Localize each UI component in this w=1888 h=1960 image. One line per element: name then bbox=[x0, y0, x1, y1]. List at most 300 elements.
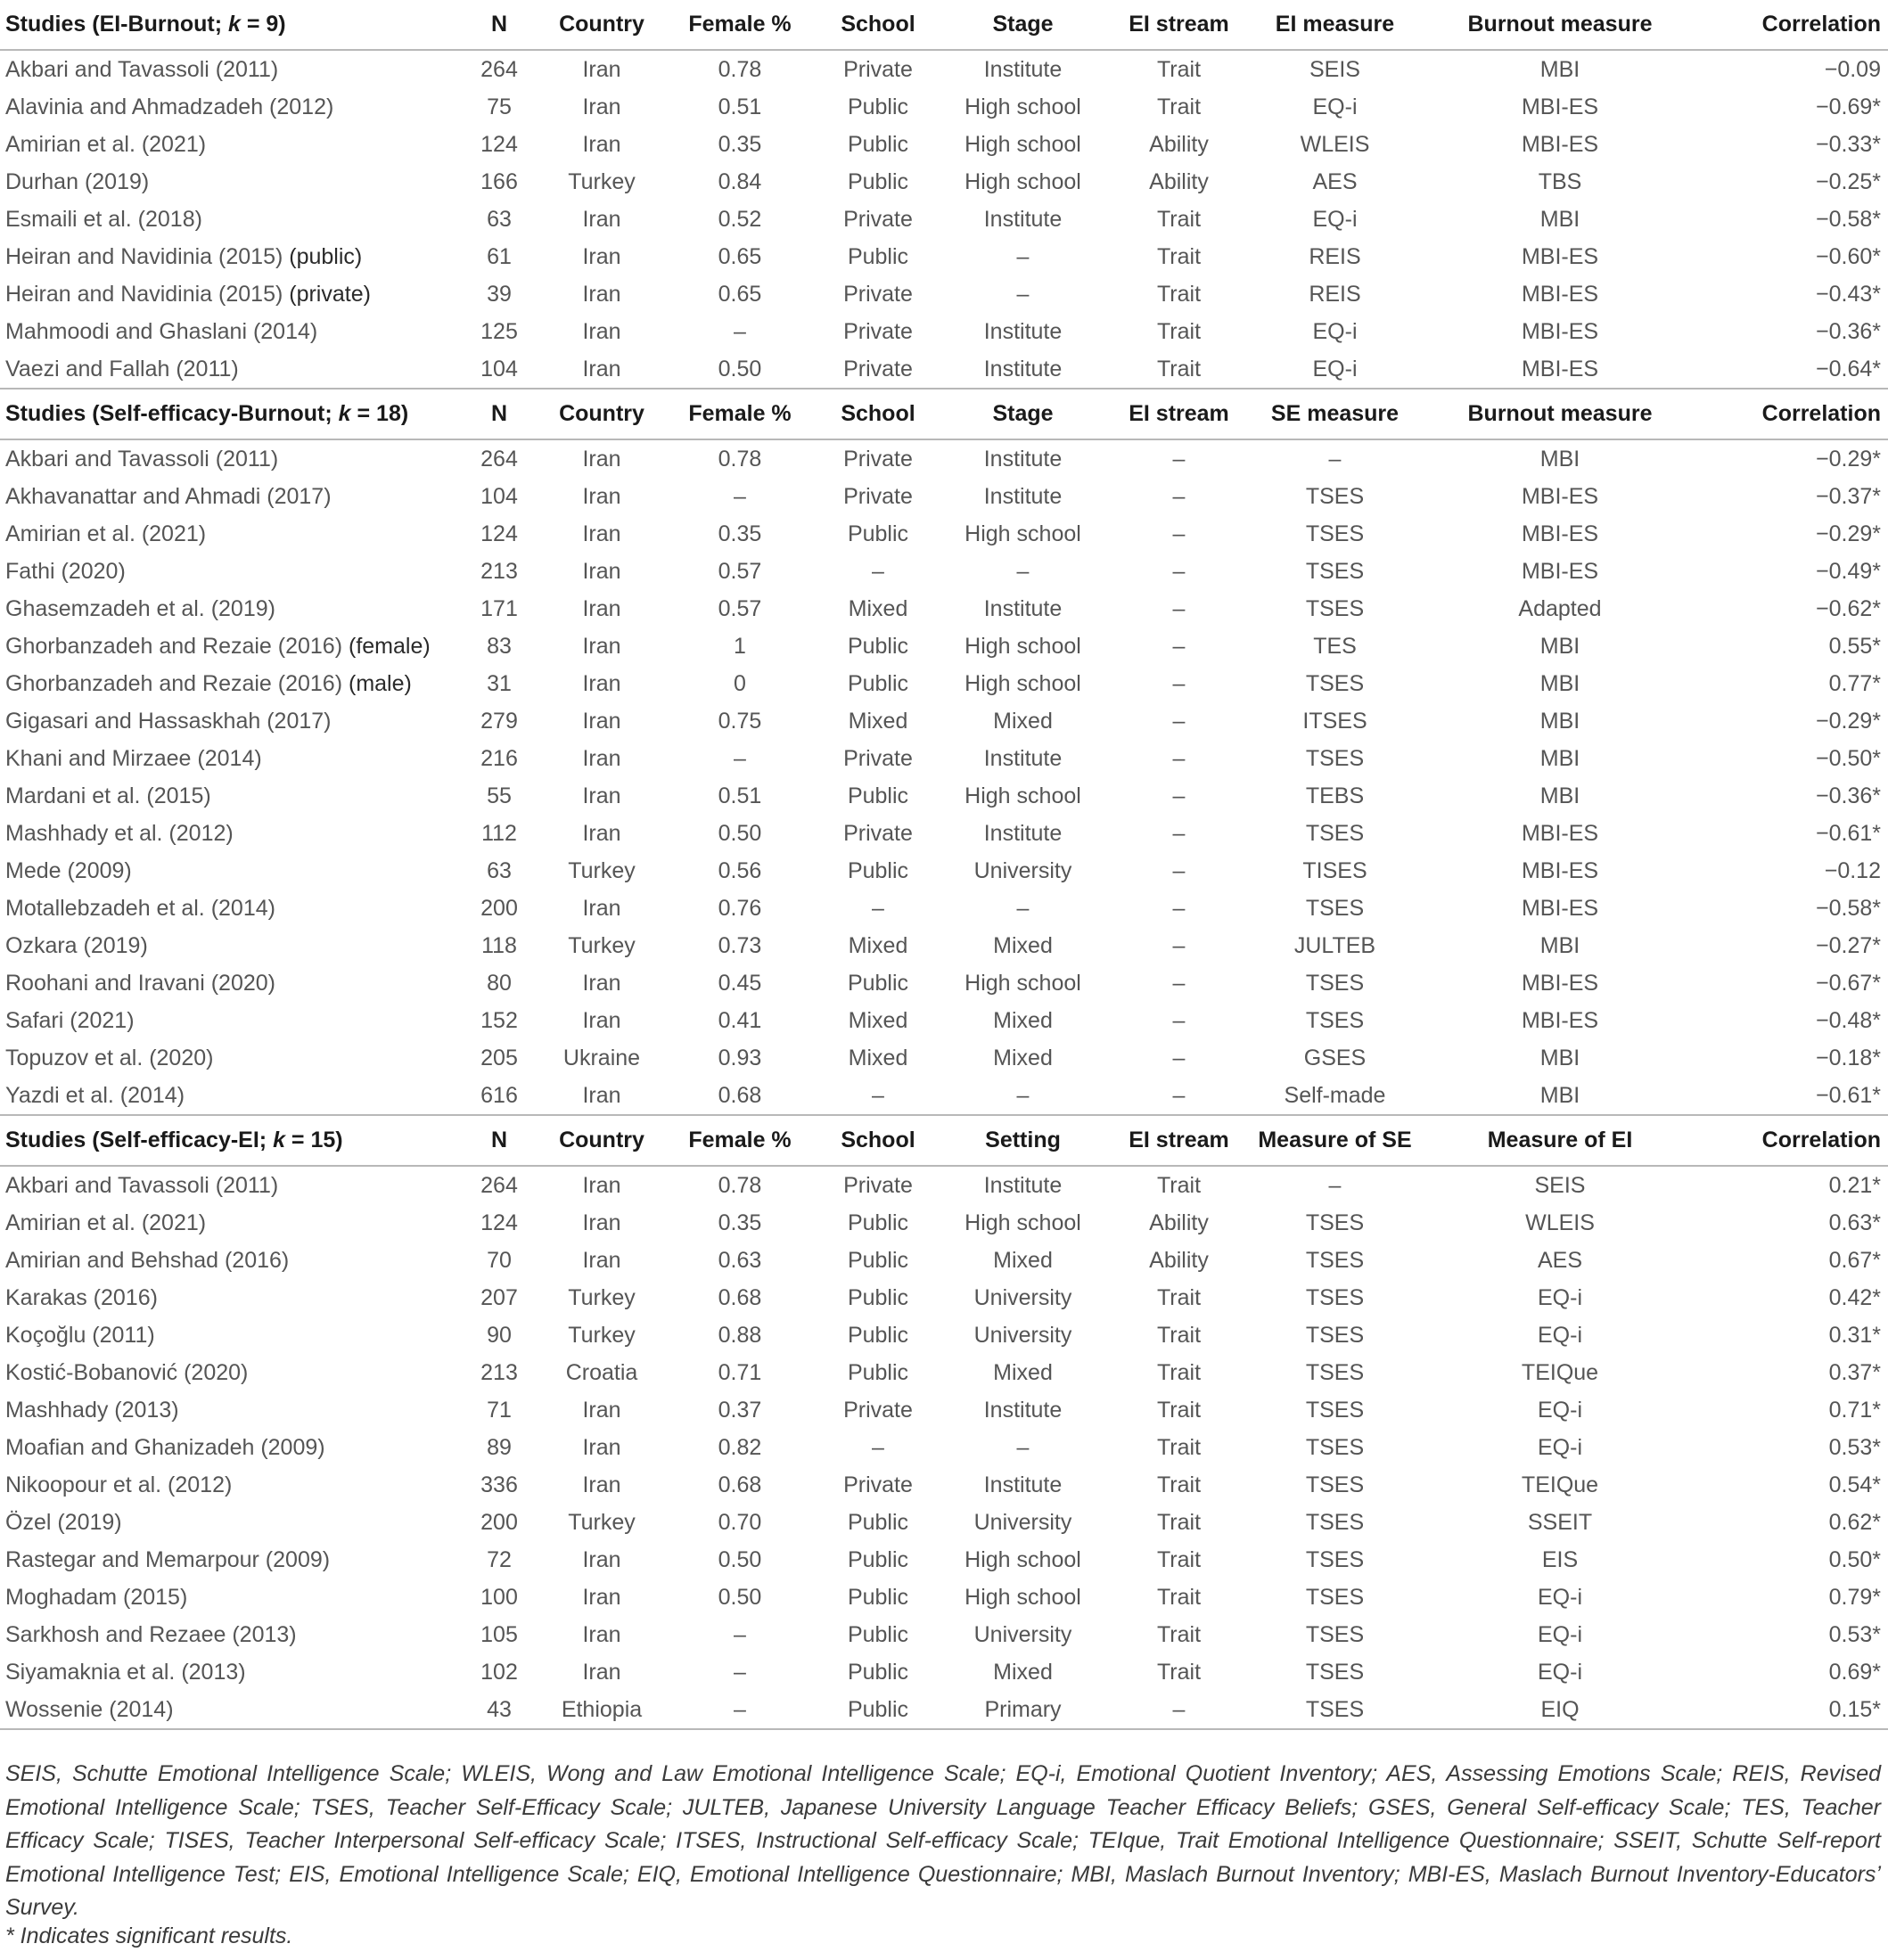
table-row bbox=[0, 553, 1888, 590]
cell-country: Iran bbox=[582, 1007, 621, 1033]
cell-measure-a: TSES bbox=[1305, 1210, 1365, 1235]
cell-country: Iran bbox=[582, 1397, 621, 1423]
cell-female-pct: 0.68 bbox=[718, 1284, 762, 1310]
table-row bbox=[0, 126, 1888, 163]
section-header-row bbox=[0, 0, 1888, 50]
study-name: Amirian et al. (2021) bbox=[5, 1210, 207, 1235]
cell-n: 80 bbox=[487, 970, 512, 996]
study-subgroup: (public) bbox=[283, 243, 363, 269]
study-name: Moghadam (2015) bbox=[5, 1584, 188, 1610]
cell-n: 171 bbox=[480, 595, 518, 621]
cell-country: Iran bbox=[582, 558, 621, 584]
cell-n: 125 bbox=[480, 318, 518, 344]
study-name: Roohani and Iravani (2020) bbox=[5, 970, 275, 996]
cell-n: 70 bbox=[487, 1247, 512, 1273]
cell-country: Iran bbox=[582, 483, 621, 509]
study-cell bbox=[0, 1653, 464, 1691]
cell-female-pct: 0 bbox=[734, 670, 746, 696]
column-header-country: Country bbox=[559, 12, 644, 37]
column-header-female-pct: Female % bbox=[688, 12, 792, 37]
table-row bbox=[0, 1204, 1888, 1242]
section-title-k: k bbox=[227, 12, 241, 37]
column-header-ei-stream: EI stream bbox=[1129, 12, 1229, 37]
cell-measure-b: EQ-i bbox=[1538, 1584, 1582, 1610]
cell-country: Iran bbox=[582, 281, 621, 307]
cell-correlation: −0.62* bbox=[1816, 595, 1881, 621]
cell-correlation: −0.50* bbox=[1816, 745, 1881, 771]
cell-school: – bbox=[872, 558, 884, 584]
cell-n: 616 bbox=[480, 1082, 518, 1108]
cell-n: 105 bbox=[480, 1621, 518, 1647]
cell-correlation: −0.60* bbox=[1816, 243, 1881, 269]
cell-correlation: −0.48* bbox=[1816, 1007, 1881, 1033]
table-row bbox=[0, 238, 1888, 275]
cell-female-pct: 0.78 bbox=[718, 56, 762, 82]
column-header-female-pct: Female % bbox=[688, 1128, 792, 1152]
column-header-ei-stream: EI stream bbox=[1129, 1128, 1229, 1152]
column-header-correlation: Correlation bbox=[1761, 401, 1881, 426]
cell-measure-a: TSES bbox=[1305, 1659, 1365, 1685]
cell-ei-stream: – bbox=[1172, 932, 1186, 958]
cell-correlation: −0.12 bbox=[1824, 857, 1881, 883]
column-header-female-pct: Female % bbox=[688, 401, 792, 426]
cell-measure-b: EIQ bbox=[1413, 1691, 1707, 1729]
cell-school: Public bbox=[847, 1284, 909, 1310]
cell-stage: High school bbox=[965, 168, 1081, 194]
cell-ei-stream: Trait bbox=[1156, 243, 1202, 269]
cell-correlation: 0.79* bbox=[1828, 1584, 1881, 1610]
cell-country: Iran bbox=[582, 820, 621, 846]
cell-measure-b: TBS bbox=[1538, 168, 1582, 194]
table-row bbox=[0, 627, 1888, 665]
cell-school: Mixed bbox=[848, 708, 908, 734]
cell-measure-a: TSES bbox=[1305, 1472, 1365, 1497]
cell-ei-stream: Ability bbox=[1149, 1210, 1209, 1235]
cell-ei-stream: – bbox=[1172, 783, 1186, 808]
cell-school: Public bbox=[847, 521, 909, 546]
cell-measure-b: SEIS bbox=[1534, 1172, 1586, 1198]
cell-measure-b: MBI bbox=[1539, 745, 1580, 771]
cell-country: Iran bbox=[582, 131, 621, 157]
study-cell bbox=[0, 1039, 464, 1077]
cell-correlation: −0.36* bbox=[1816, 783, 1881, 808]
study-name: Mede (2009) bbox=[5, 857, 132, 883]
study-cell bbox=[0, 313, 464, 350]
cell-measure-b: MBI-ES bbox=[1521, 318, 1599, 344]
cell-measure-b: MBI-ES bbox=[1521, 131, 1599, 157]
section-title bbox=[0, 0, 464, 50]
table-row bbox=[0, 1579, 1888, 1616]
study-name: Mahmoodi and Ghaslani (2014) bbox=[5, 318, 318, 344]
cell-country: Iran bbox=[582, 1659, 621, 1685]
cell-school: Mixed bbox=[848, 1007, 908, 1033]
study-cell bbox=[0, 50, 464, 88]
cell-ei-stream: Trait bbox=[1156, 1509, 1202, 1535]
table-row bbox=[0, 590, 1888, 627]
cell-female-pct: 0.51 bbox=[718, 94, 762, 119]
cell-female-pct: 0.50 bbox=[718, 820, 762, 846]
cell-female-pct: 0.71 bbox=[718, 1359, 762, 1385]
study-cell bbox=[0, 1691, 464, 1729]
cell-school: Private bbox=[843, 483, 913, 509]
study-name: Amirian et al. (2021) bbox=[5, 521, 207, 546]
cell-correlation: 0.69* bbox=[1828, 1659, 1881, 1685]
study-cell bbox=[0, 1316, 464, 1354]
cell-ei-stream: Ability bbox=[1149, 168, 1209, 194]
study-cell bbox=[0, 553, 464, 590]
cell-measure-a: TSES bbox=[1305, 1546, 1365, 1572]
cell-stage: High school bbox=[965, 670, 1081, 696]
study-cell bbox=[0, 1002, 464, 1039]
study-name: Topuzov et al. (2020) bbox=[5, 1045, 214, 1070]
cell-correlation: 0.42* bbox=[1828, 1284, 1881, 1310]
cell-measure-a: TSES bbox=[1305, 895, 1365, 921]
cell-female-pct: 0.51 bbox=[718, 783, 762, 808]
cell-measure-a: REIS bbox=[1309, 243, 1361, 269]
study-subgroup: (male) bbox=[342, 670, 412, 696]
cell-measure-b: EQ-i bbox=[1538, 1659, 1582, 1685]
study-name: Alavinia and Ahmadzadeh (2012) bbox=[5, 94, 334, 119]
cell-female-pct: 0.93 bbox=[718, 1045, 762, 1070]
cell-school: Public bbox=[847, 633, 909, 659]
cell-ei-stream: Trait bbox=[1156, 1621, 1202, 1647]
cell-country: Iran bbox=[582, 446, 621, 472]
study-cell bbox=[0, 777, 464, 815]
cell-school: – bbox=[872, 1434, 884, 1460]
study-cell bbox=[0, 275, 464, 313]
table-row bbox=[0, 50, 1888, 88]
cell-measure-a: EQ-i bbox=[1312, 318, 1358, 344]
cell-correlation: −0.33* bbox=[1816, 131, 1881, 157]
cell-measure-a: TISES bbox=[1302, 857, 1367, 883]
table-row bbox=[0, 1354, 1888, 1391]
cell-n: 200 bbox=[480, 1509, 518, 1535]
section-header-row bbox=[0, 1115, 1888, 1166]
cell-school: Public bbox=[847, 970, 909, 996]
cell-ei-stream: Ability bbox=[1149, 1247, 1209, 1273]
cell-ei-stream: – bbox=[1172, 446, 1186, 472]
cell-ei-stream: – bbox=[1172, 708, 1186, 734]
cell-n: 205 bbox=[480, 1045, 518, 1070]
column-header-stage: Stage bbox=[992, 12, 1054, 37]
column-header-measure-b: Burnout measure bbox=[1467, 401, 1653, 426]
cell-ei-stream: – bbox=[1101, 1691, 1257, 1729]
cell-ei-stream: Trait bbox=[1156, 1284, 1202, 1310]
cell-stage: Mixed bbox=[993, 708, 1053, 734]
study-name: Rastegar and Memarpour (2009) bbox=[5, 1546, 331, 1572]
cell-stage: High school bbox=[965, 521, 1081, 546]
cell-measure-b: MBI bbox=[1539, 708, 1580, 734]
cell-correlation: −0.29* bbox=[1816, 521, 1881, 546]
cell-country: Iran bbox=[582, 1210, 621, 1235]
cell-country: Iran bbox=[582, 206, 621, 232]
cell-n: 207 bbox=[480, 1284, 518, 1310]
table-row bbox=[0, 350, 1888, 389]
study-name: Mashhady (2013) bbox=[5, 1397, 179, 1423]
cell-stage: Institute bbox=[983, 1172, 1063, 1198]
study-name: Akhavanattar and Ahmadi (2017) bbox=[5, 483, 332, 509]
cell-female-pct: 0.35 bbox=[718, 521, 762, 546]
cell-n: 39 bbox=[487, 281, 512, 307]
cell-correlation: −0.43* bbox=[1816, 281, 1881, 307]
table-row bbox=[0, 1616, 1888, 1653]
cell-ei-stream: – bbox=[1172, 633, 1186, 659]
study-cell bbox=[0, 1279, 464, 1316]
cell-measure-a: TSES bbox=[1305, 1359, 1365, 1385]
cell-country: Turkey bbox=[568, 1509, 636, 1535]
column-header-school: School bbox=[841, 12, 915, 37]
cell-ei-stream: Trait bbox=[1156, 1359, 1202, 1385]
cell-measure-b: TEIQue bbox=[1521, 1359, 1599, 1385]
cell-measure-b: AES bbox=[1537, 1247, 1583, 1273]
study-subgroup: (private) bbox=[283, 281, 371, 307]
cell-correlation: −0.61* bbox=[1816, 820, 1881, 846]
cell-country: Iran bbox=[582, 633, 621, 659]
cell-stage: Institute bbox=[983, 318, 1063, 344]
cell-n: 72 bbox=[487, 1546, 512, 1572]
cell-stage: Mixed bbox=[993, 1007, 1053, 1033]
cell-measure-a: – bbox=[1328, 1172, 1342, 1198]
study-name: Ghorbanzadeh and Rezaie (2016) bbox=[5, 670, 343, 696]
cell-n: 90 bbox=[487, 1322, 512, 1348]
table-row bbox=[0, 275, 1888, 313]
study-cell bbox=[0, 1466, 464, 1504]
cell-school: Public bbox=[847, 783, 909, 808]
cell-ei-stream: Trait bbox=[1156, 1546, 1202, 1572]
table-row bbox=[0, 852, 1888, 890]
cell-correlation: −0.49* bbox=[1816, 558, 1881, 584]
cell-stage: High school bbox=[965, 1584, 1081, 1610]
cell-measure-a: TSES bbox=[1305, 745, 1365, 771]
study-name: Mashhady et al. (2012) bbox=[5, 820, 234, 846]
table-row bbox=[0, 1541, 1888, 1579]
section-title-prefix: Studies (Self-efficacy-Burnout; bbox=[5, 401, 339, 426]
cell-school: Mixed bbox=[848, 595, 908, 621]
abbreviations-footnote: SEIS, Schutte Emotional Intelligence Scale; WLEIS, Wong and Law Emotional Intelligence Scale; EQ-i, Emotional Quotient Inventory; AES, Assessing Emotions Scale; REIS, Revised Emotional Intelligence Scale; TSES, Teacher Self-Efficacy Scale; JULTEB, Japanese University Language Teacher Efficacy Beliefs; GSES, General Self-efficacy Scale; TES, Teacher Efficacy Scale; TISES, Teacher Interpersonal Self-efficacy Scale; ITSES, Instructional Self-efficacy Scale; TEIque, Trait Emotional Intelligence Questionnaire; SSEIT, Schutte Self-report Emotional Intelligence Test; EIS, Emotional Intelligence Scale; EIQ, Emotional Intelligence Questionnaire; MBI, Maslach Burnout Inventory; MBI-ES, Maslach Burnout Inventory-Educators’ Survey. bbox=[5, 1761, 1881, 1920]
cell-country: Iran bbox=[582, 94, 621, 119]
cell-correlation: 0.62* bbox=[1828, 1509, 1881, 1535]
cell-stage: Institute bbox=[983, 745, 1063, 771]
cell-stage: Institute bbox=[983, 595, 1063, 621]
cell-n: 118 bbox=[481, 932, 517, 958]
study-name: Vaezi and Fallah (2011) bbox=[5, 356, 239, 381]
cell-n: 112 bbox=[481, 820, 517, 846]
study-cell bbox=[0, 665, 464, 702]
cell-measure-b: MBI-ES bbox=[1521, 483, 1599, 509]
cell-measure-b: MBI-ES bbox=[1521, 281, 1599, 307]
cell-stage: Primary bbox=[945, 1691, 1101, 1729]
column-header-stage: Setting bbox=[985, 1128, 1061, 1152]
cell-correlation: −0.37* bbox=[1816, 483, 1881, 509]
section-title-suffix: = 18) bbox=[350, 401, 409, 426]
column-header-correlation: Correlation bbox=[1761, 1128, 1881, 1152]
table-row bbox=[0, 1653, 1888, 1691]
cell-correlation: −0.36* bbox=[1816, 318, 1881, 344]
cell-measure-a: TSES bbox=[1305, 1621, 1365, 1647]
cell-stage: – bbox=[1016, 243, 1030, 269]
table-row bbox=[0, 1691, 1888, 1729]
cell-measure-b: MBI-ES bbox=[1521, 521, 1599, 546]
study-cell bbox=[0, 1242, 464, 1279]
cell-ei-stream: – bbox=[1172, 895, 1186, 921]
study-cell bbox=[0, 1429, 464, 1466]
cell-n: 152 bbox=[480, 1007, 518, 1033]
cell-stage: Institute bbox=[983, 820, 1063, 846]
cell-school: Public bbox=[847, 131, 909, 157]
cell-stage: – bbox=[1016, 1434, 1030, 1460]
cell-measure-a: TSES bbox=[1305, 970, 1365, 996]
cell-country: Turkey bbox=[568, 932, 636, 958]
table-row bbox=[0, 515, 1888, 553]
cell-correlation: −0.18* bbox=[1816, 1045, 1881, 1070]
cell-country: Iran bbox=[582, 783, 621, 808]
table-row bbox=[0, 740, 1888, 777]
study-cell bbox=[0, 702, 464, 740]
table-row bbox=[0, 1039, 1888, 1077]
section-title bbox=[0, 389, 464, 439]
cell-country: Iran bbox=[582, 1247, 621, 1273]
study-cell bbox=[0, 126, 464, 163]
cell-measure-a: TSES bbox=[1305, 820, 1365, 846]
cell-ei-stream: – bbox=[1172, 745, 1186, 771]
cell-ei-stream: Trait bbox=[1156, 1172, 1202, 1198]
cell-measure-a: TSES bbox=[1305, 1322, 1365, 1348]
study-cell bbox=[0, 350, 464, 389]
table-row bbox=[0, 1466, 1888, 1504]
cell-measure-b: Adapted bbox=[1518, 595, 1602, 621]
cell-stage: Mixed bbox=[993, 1659, 1053, 1685]
cell-ei-stream: – bbox=[1172, 558, 1186, 584]
cell-female-pct: 0.70 bbox=[718, 1509, 762, 1535]
study-cell bbox=[0, 740, 464, 777]
cell-correlation: 0.55* bbox=[1828, 633, 1881, 659]
cell-measure-a: EQ-i bbox=[1312, 356, 1358, 381]
cell-stage: Mixed bbox=[993, 932, 1053, 958]
study-name: Moafian and Ghanizadeh (2009) bbox=[5, 1434, 325, 1460]
cell-female-pct: 1 bbox=[734, 633, 746, 659]
cell-ei-stream: Trait bbox=[1156, 94, 1202, 119]
study-cell bbox=[0, 590, 464, 627]
cell-country: Iran bbox=[582, 708, 621, 734]
cell-country: Iran bbox=[582, 1546, 621, 1572]
cell-measure-a: TSES bbox=[1305, 1584, 1365, 1610]
cell-country: Turkey bbox=[568, 857, 636, 883]
cell-measure-a: EQ-i bbox=[1312, 206, 1358, 232]
cell-female-pct: 0.88 bbox=[718, 1322, 762, 1348]
cell-country: Iran bbox=[582, 318, 621, 344]
cell-stage: University bbox=[973, 1322, 1072, 1348]
cell-measure-b: MBI bbox=[1539, 206, 1580, 232]
study-cell bbox=[0, 201, 464, 238]
study-cell bbox=[0, 163, 464, 201]
cell-n: 200 bbox=[480, 895, 518, 921]
column-header-measure-b: Burnout measure bbox=[1467, 12, 1653, 37]
cell-female-pct: 0.57 bbox=[718, 595, 762, 621]
cell-ei-stream: Trait bbox=[1156, 318, 1202, 344]
cell-school: Private bbox=[843, 745, 913, 771]
cell-ei-stream: – bbox=[1172, 1082, 1186, 1108]
significance-note: * Indicates significant results. bbox=[5, 1923, 293, 1948]
cell-n: 279 bbox=[480, 708, 518, 734]
cell-measure-a: Self-made bbox=[1284, 1082, 1386, 1108]
cell-measure-b: MBI bbox=[1539, 1082, 1580, 1108]
study-name: Mardani et al. (2015) bbox=[5, 783, 211, 808]
cell-school: Mixed bbox=[848, 1045, 908, 1070]
cell-measure-a: TSES bbox=[1305, 1247, 1365, 1273]
cell-measure-a: GSES bbox=[1303, 1045, 1367, 1070]
cell-country: Iran bbox=[582, 1434, 621, 1460]
cell-female-pct: 0.63 bbox=[718, 1247, 762, 1273]
section-title-suffix: = 9) bbox=[240, 12, 286, 37]
table-row bbox=[0, 1166, 1888, 1204]
cell-school: Private bbox=[843, 206, 913, 232]
cell-country: Iran bbox=[582, 1172, 621, 1198]
cell-stage: High school bbox=[965, 131, 1081, 157]
cell-country: Croatia bbox=[565, 1359, 638, 1385]
cell-ei-stream: Trait bbox=[1156, 356, 1202, 381]
cell-measure-b: MBI-ES bbox=[1521, 558, 1599, 584]
cell-n: 75 bbox=[487, 94, 512, 119]
table-row bbox=[0, 1279, 1888, 1316]
cell-stage: Institute bbox=[983, 1397, 1063, 1423]
cell-measure-a: TSES bbox=[1305, 1434, 1365, 1460]
cell-stage: Mixed bbox=[993, 1045, 1053, 1070]
study-name: Amirian and Behshad (2016) bbox=[5, 1247, 290, 1273]
cell-female-pct: – bbox=[734, 483, 746, 509]
cell-school: – bbox=[872, 1082, 884, 1108]
cell-correlation: 0.67* bbox=[1828, 1247, 1881, 1273]
cell-ei-stream: Trait bbox=[1156, 1397, 1202, 1423]
cell-female-pct: 0.68 bbox=[718, 1472, 762, 1497]
cell-ei-stream: – bbox=[1172, 1007, 1186, 1033]
table-row bbox=[0, 439, 1888, 478]
cell-female-pct: 0.45 bbox=[718, 970, 762, 996]
cell-female-pct: 0.52 bbox=[718, 206, 762, 232]
cell-measure-b: EQ-i bbox=[1538, 1397, 1582, 1423]
study-cell bbox=[0, 964, 464, 1002]
cell-stage: Institute bbox=[983, 446, 1063, 472]
study-name: Motallebzadeh et al. (2014) bbox=[5, 895, 275, 921]
cell-measure-b: SSEIT bbox=[1527, 1509, 1593, 1535]
section-title-k: k bbox=[338, 401, 351, 426]
section-title bbox=[0, 1115, 464, 1166]
study-name: Akbari and Tavassoli (2011) bbox=[5, 56, 279, 82]
cell-country: Turkey bbox=[568, 168, 636, 194]
cell-female-pct: – bbox=[669, 1691, 811, 1729]
cell-correlation: −0.58* bbox=[1816, 206, 1881, 232]
cell-country: Iran bbox=[582, 56, 621, 82]
study-cell bbox=[0, 1579, 464, 1616]
cell-measure-a: TSES bbox=[1305, 595, 1365, 621]
table-row bbox=[0, 1429, 1888, 1466]
study-name: Heiran and Navidinia (2015) bbox=[5, 243, 283, 269]
cell-measure-b: EQ-i bbox=[1538, 1284, 1582, 1310]
cell-female-pct: 0.50 bbox=[718, 1546, 762, 1572]
table-row bbox=[0, 88, 1888, 126]
cell-measure-b: MBI-ES bbox=[1521, 895, 1599, 921]
study-name: Durhan (2019) bbox=[5, 168, 150, 194]
cell-country: Iran bbox=[582, 1621, 621, 1647]
cell-measure-b: MBI-ES bbox=[1521, 857, 1599, 883]
cell-female-pct: – bbox=[734, 745, 746, 771]
study-cell bbox=[0, 1166, 464, 1204]
cell-school: Public bbox=[847, 1546, 909, 1572]
cell-stage: High school bbox=[965, 94, 1081, 119]
cell-measure-b: MBI-ES bbox=[1521, 94, 1599, 119]
cell-school: Public bbox=[847, 1359, 909, 1385]
cell-country: Turkey bbox=[568, 1284, 636, 1310]
cell-country: Iran bbox=[582, 595, 621, 621]
